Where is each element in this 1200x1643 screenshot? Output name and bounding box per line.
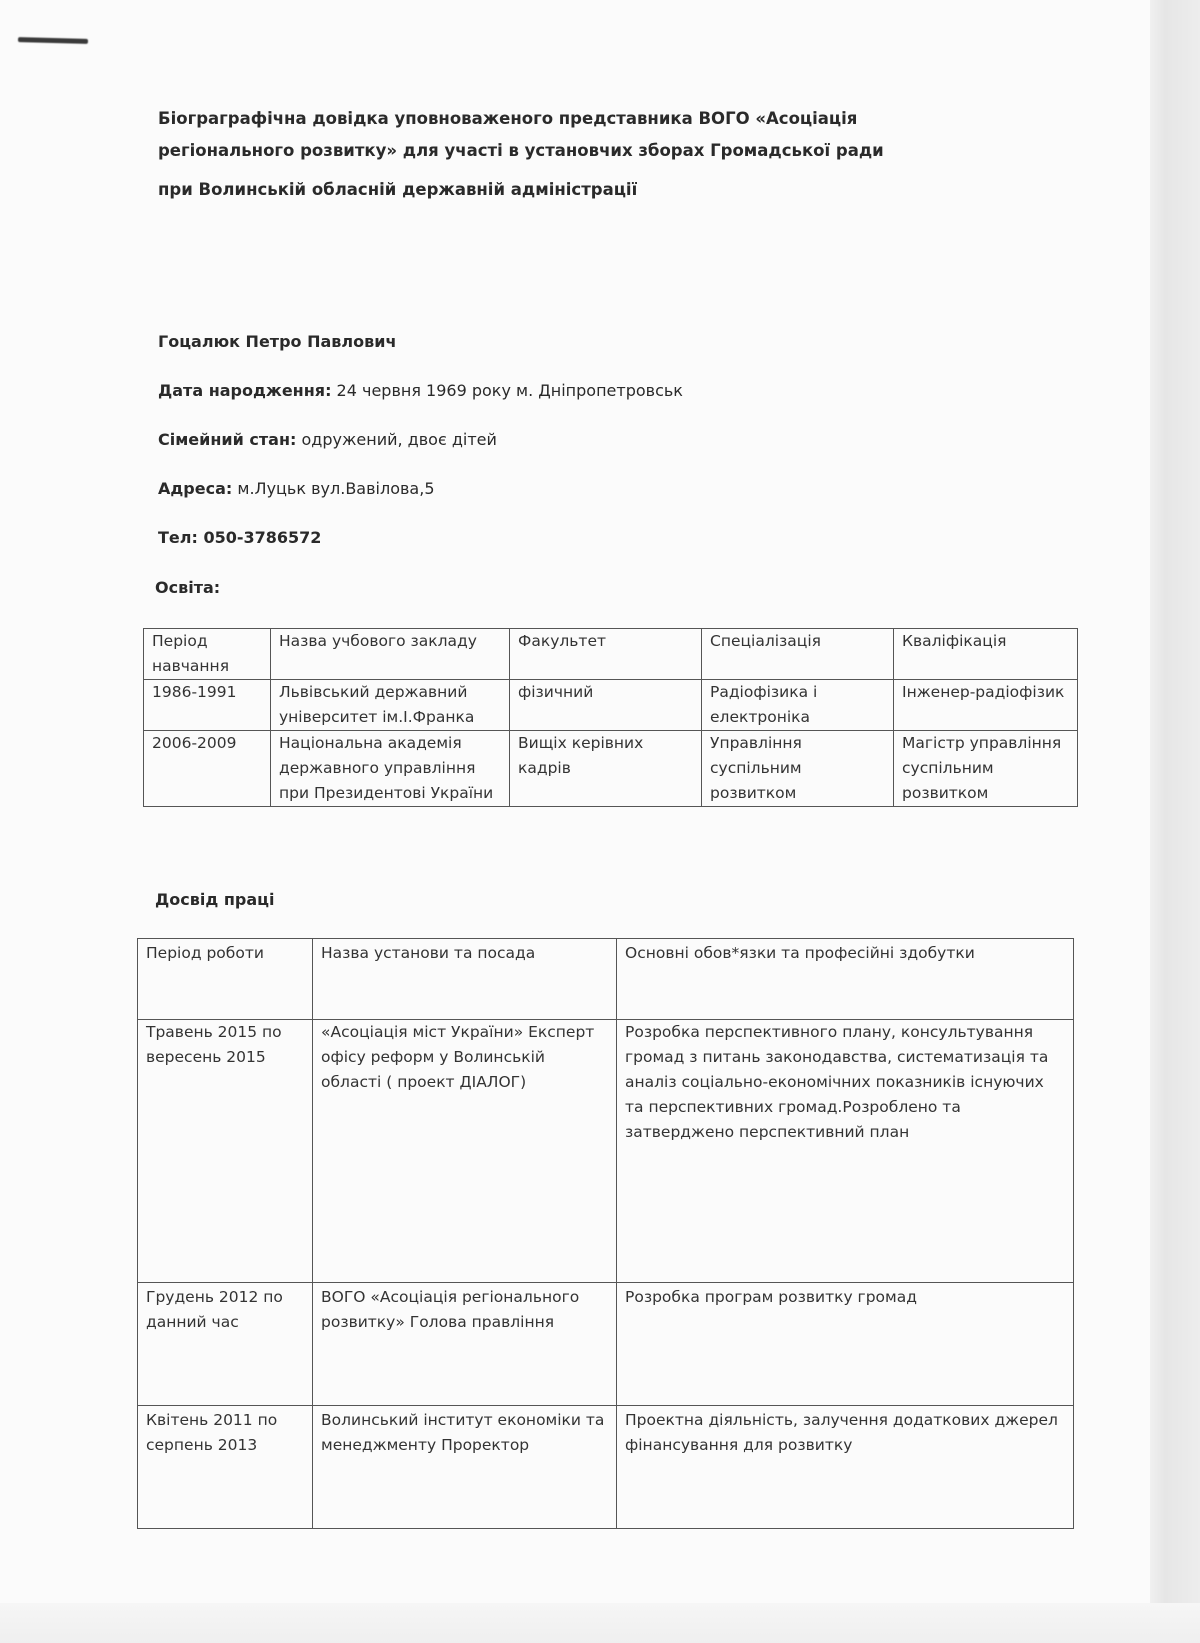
table-header-row xyxy=(138,939,1074,1020)
table-cell: Магістр управління суспільним розвитком xyxy=(894,731,1078,807)
header-cell: Назва установи та посада xyxy=(313,939,617,1020)
header-cell: Спеціалізація xyxy=(702,629,894,680)
header-cell: Факультет xyxy=(510,629,702,680)
table-cell: Управління суспільним розвитком xyxy=(702,731,894,807)
table-cell: «Асоціація міст України» Експерт офісу реформ у Волинській області ( проект ДІАЛОГ) xyxy=(313,1020,617,1283)
scan-bottom-shadow xyxy=(0,1603,1200,1643)
table-cell: Львівський державний університет ім.І.Франка xyxy=(271,680,510,731)
table-header-row xyxy=(144,629,1078,680)
header-cell: Назва учбового закладу xyxy=(271,629,510,680)
table-cell: Вищіх керівних кадрів xyxy=(510,731,702,807)
table-cell: Квітень 2011 по серпень 2013 xyxy=(138,1406,313,1529)
scan-mark xyxy=(18,37,88,44)
field-birth-value: 24 червня 1969 року м. Дніпропетровськ xyxy=(331,381,683,400)
table-cell: Розробка перспективного плану, консультування громад з питань законодавства, систематизація та аналіз соціально-економічних показників існуючих та перспективних громад.Розроблено та затверджено перспективний план xyxy=(617,1020,1074,1283)
document-title: Біограграфічна довідка уповноваженого представника ВОГО «Асоціація регіонального розвитку» для участі в установчих зборах Громадської ради xyxy=(158,109,884,160)
table-row xyxy=(138,1406,1074,1529)
table-cell: 1986-1991 xyxy=(144,680,271,731)
table-cell: Радіофізика і електроніка xyxy=(702,680,894,731)
work-heading: Досвід праці xyxy=(155,890,275,909)
table-row xyxy=(144,680,1078,731)
field-birth xyxy=(158,381,683,400)
header-cell: Кваліфікація xyxy=(894,629,1078,680)
table-row xyxy=(138,1283,1074,1406)
table-cell: Проектна діяльність, залучення додаткових джерел фінансування для розвитку xyxy=(617,1406,1074,1529)
scan-edge-shadow xyxy=(1150,0,1200,1643)
table-row xyxy=(144,731,1078,807)
education-table xyxy=(143,628,1078,807)
header-cell: Період навчання xyxy=(144,629,271,680)
field-family-value: одружений, двоє дітей xyxy=(296,430,497,449)
education-heading: Освіта: xyxy=(155,578,221,597)
table-cell: 2006-2009 xyxy=(144,731,271,807)
table-row xyxy=(138,1020,1074,1283)
work-table xyxy=(137,938,1074,1529)
table-cell: Волинський інститут економіки та менеджменту Проректор xyxy=(313,1406,617,1529)
document-subtitle: при Волинській обласній державній адміністрації xyxy=(158,180,638,199)
table-cell: Травень 2015 по вересень 2015 xyxy=(138,1020,313,1283)
field-address-value: м.Луцьк вул.Вавілова,5 xyxy=(232,479,435,498)
field-address-label: Адреса: xyxy=(158,479,233,498)
table-cell: Розробка програм розвитку громад xyxy=(617,1283,1074,1406)
field-family xyxy=(158,430,497,449)
field-address xyxy=(158,479,435,498)
table-cell: ВОГО «Асоціація регіонального розвитку» Голова правління xyxy=(313,1283,617,1406)
field-phone xyxy=(158,528,321,547)
table-cell: Грудень 2012 по данний час xyxy=(138,1283,313,1406)
table-cell: Національна академія державного управління при Президентові України xyxy=(271,731,510,807)
field-family-label: Сімейний стан: xyxy=(158,430,297,449)
header-cell: Період роботи xyxy=(138,939,313,1020)
person-name: Гоцалюк Петро Павлович xyxy=(158,332,397,351)
header-cell: Основні обов*язки та професійні здобутки xyxy=(617,939,1074,1020)
field-phone-label: Тел: 050-3786572 xyxy=(158,528,322,547)
field-birth-label: Дата народження: xyxy=(158,381,332,400)
table-cell: Інженер-радіофізик xyxy=(894,680,1078,731)
table-cell: фізичний xyxy=(510,680,702,731)
